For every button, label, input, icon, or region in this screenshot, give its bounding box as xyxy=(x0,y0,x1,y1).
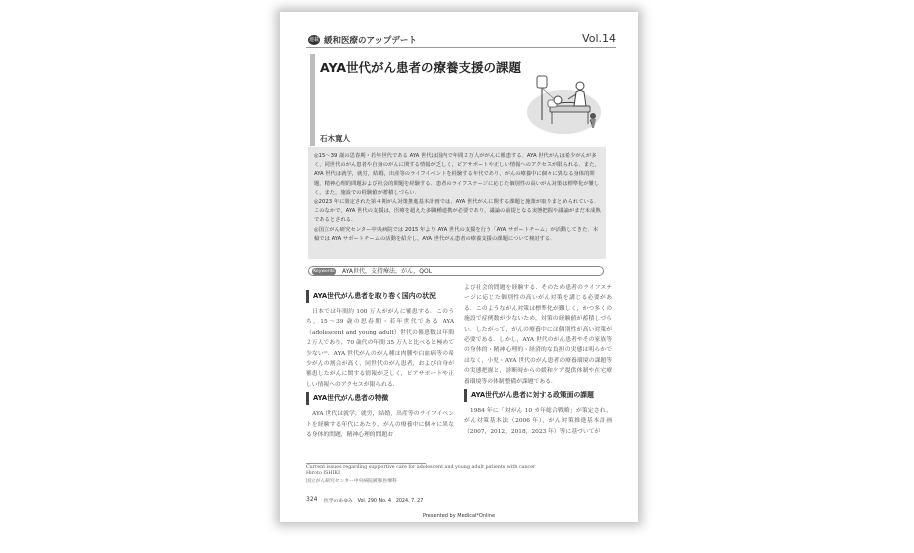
header-divider xyxy=(306,47,616,48)
volume-label: Vol.14 xyxy=(582,32,616,45)
series-badge-icon: 連載 xyxy=(308,37,319,43)
summary-point-2: ◎2023 年に策定された第４期がん対策推進基本計画では，AYA 世代がんに関する課題と施策が取りまとめられている．このなかで，AYA 世代の支援は，医療を超えた多職種連携が必要であり，議論の前提となる実態把握や議論がまだ未成熟であるとされる． xyxy=(314,199,601,224)
footnote-divider xyxy=(306,463,426,464)
hospital-illustration xyxy=(524,72,602,136)
footnote-english-title: Current issues regarding supportive care for adolescent and young adult patients with cancer xyxy=(306,465,536,470)
section-body-policy-issues: 1984 年に「対がん 10 カ年総合戦略」が策定され，がん対策基本法（2006 年），がん対策推進基本計画（2007，2012，2018，2023 年）等に基づいてが xyxy=(464,408,612,435)
left-column xyxy=(306,290,454,440)
section-heading-domestic-situation: AYA世代がん患者を取り巻く国内の状況 xyxy=(306,290,454,303)
presented-by: Presented by Medical*Online xyxy=(422,513,496,519)
keywords-tag: Keywords xyxy=(313,269,335,274)
section-heading-characteristics: AYA世代がん患者の特徴 xyxy=(306,392,454,405)
series-label: 緩和医療のアップデート xyxy=(324,36,417,46)
section-body-continued: よび社会的問題を経験する．そのため患者のライフステージに応じた個別性の高いがん対策を講じる必要がある．このようながん対策は標準化が難しく，かつ多くの施設で症例数が少ないため，対策の経験値が蓄積しづらい．したがって，がんの療養中には個別性が高い対策が必要である．しかし，AYA 世代のがん患者やその家族等の身体的・精神心理的・経済的な負担の実態は明らかではなく，小児・AYA 世代のがん患者の療養環境の課題等の実態把握と，診断時からの緩和ケア提供体制や在宅療養環境等の体制整備が課題である． xyxy=(464,285,612,385)
summary-point-3: ◎国立がん研究センター中央病院では 2015 年より AYA 世代の支援を行う「AYA サポートチーム」が活動してきた．本稿では AYA サポートチームの活動を紹介し，AYA 世代がん患者の療養支援の課題について検討する． xyxy=(314,226,598,242)
author-name: 石木寛人 xyxy=(320,134,350,143)
title-accent-bar xyxy=(310,54,315,146)
keywords-text: AYA世代，支持療法，がん，QOL xyxy=(342,268,433,275)
journal-info: 医学のあゆみ Vol. 290 No. 4 2024. 7. 27 xyxy=(324,499,424,504)
summary-box xyxy=(308,147,606,259)
right-column xyxy=(464,283,612,437)
keywords-bar xyxy=(308,266,604,276)
summary-point-1: ◎15〜39 歳の思春期・若年世代である AYA 世代は国内で年間２万人ががんに罹患する．AYA 世代がんは希少がんが多く，同世代のがん患者や自身のがんに関する情報が乏しく，ピアサポートや正しい情報へのアクセスが限られる．また，AYA 世代は就学，就労，結婚，出産等のライフイベントを経験する年代であり，がんの療養中に個々に異なる身体的問題，精神心理的問題および社会的問題を経験する．患者のライフステージに応じた個別性の高いがん対策は標準化が難しく，また，施設での経験値が蓄積しづらい． xyxy=(314,153,600,196)
footnote-affiliation: 国立がん研究センター中央病院緩和医療科 xyxy=(306,479,397,484)
page-number: 324 xyxy=(306,496,318,503)
section-body-characteristics: AYA 世代は就学，就労，結婚，出産等のライフイベントを経験する年代にあたり，がんの療養中に個々に異なる身体的問題，精神心理的問題お xyxy=(306,411,454,439)
journal-page xyxy=(280,12,638,522)
section-heading-policy-issues: AYA世代がん患者に対する政策面の課題 xyxy=(464,389,612,402)
section-body-domestic-situation: 日本では年間約 100 万人ががんに罹患する．このうち，15〜39 歳の思春期・若年世代である AYA（adolescent and young adult）世代の罹患数は年間２万人であり，70 歳代の年間 35 万人と比べると極めて少ない¹⁾．AYA 世代がんのがん種は肉腫や白血病等の希少がんの割合が高く，同世代のがん患者，および自身が罹患したがんに関する情報が乏しく，ピアサポートや正しい情報へのアクセスが限られる． xyxy=(306,309,454,388)
footnote-english-author: Hiroto ISHIKI xyxy=(306,471,340,476)
article-title: AYA世代がん患者の療養支援の課題 xyxy=(320,60,522,75)
